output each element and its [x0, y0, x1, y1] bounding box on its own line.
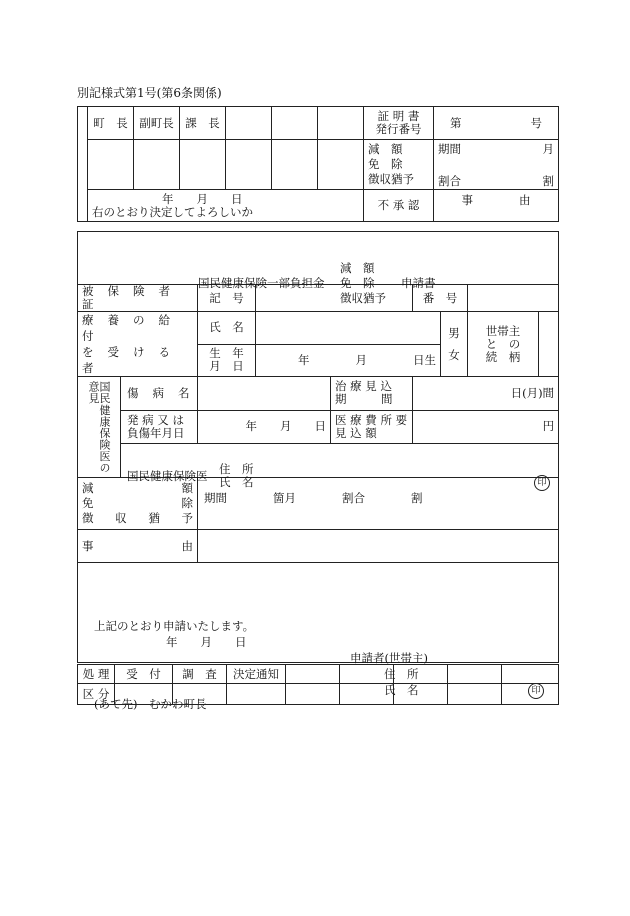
onset-date-label: 発 病 又 は 負傷年月日	[121, 410, 198, 444]
processing-cell[interactable]	[173, 684, 227, 705]
doctor-opinion-label: 国民健康保険医の意見	[78, 377, 121, 478]
symbol-label: 記 号	[198, 285, 256, 312]
processing-header-investigation: 調 査	[173, 665, 227, 684]
doctor-info-row: 国民健康保険医 住 所 氏 名 印	[121, 444, 559, 478]
approval-header-deputy: 副町長	[134, 107, 180, 140]
doctor-seal-icon: 印	[534, 475, 550, 491]
processing-header-decision: 決定通知	[227, 665, 286, 684]
approval-header-blank	[272, 107, 318, 140]
processing-table	[77, 664, 559, 705]
approval-seal-box	[134, 140, 180, 190]
recipient-name-label: 氏 名	[198, 312, 256, 345]
processing-header-received: 受 付	[115, 665, 173, 684]
period-ratio-field[interactable]: 期間 箇月 割合 割	[198, 478, 559, 530]
approval-decision-cell: 年 月 日 右のとおり決定してよろしいか	[88, 190, 364, 222]
disease-field[interactable]	[198, 377, 331, 411]
processing-header-blank	[502, 665, 559, 684]
processing-cell[interactable]	[340, 684, 394, 705]
processing-cell[interactable]	[227, 684, 286, 705]
defer-label: 徴 収 猶 予	[82, 511, 193, 525]
recipient-label: 療 養 の 給 付 を 受 け る 者	[78, 312, 198, 377]
approval-header-chief: 課 長	[180, 107, 226, 140]
approval-table	[77, 106, 559, 222]
processing-header-blank	[394, 665, 448, 684]
approval-header-blank	[318, 107, 364, 140]
applicant-seal-icon: 印	[528, 683, 544, 699]
processing-cell[interactable]	[502, 684, 559, 705]
application-title: 減 額 国民健康保険一部負担金 免 除 申請書 徴収猶予	[78, 232, 559, 285]
processing-header-blank	[286, 665, 340, 684]
insured-card-label: 被 保 険 者 証	[78, 285, 198, 312]
processing-label-2: 区 分	[78, 684, 115, 705]
approval-seal-box	[88, 140, 134, 190]
medical-cost-field[interactable]: 円	[413, 410, 559, 444]
approval-period-ratio: 期間 月 割合 割	[434, 140, 559, 190]
approval-seal-box	[180, 140, 226, 190]
sex-field[interactable]: 男 女	[441, 312, 468, 377]
reason-field[interactable]	[198, 530, 559, 563]
recipient-name-field[interactable]	[256, 312, 441, 345]
treatment-period-label: 治 療 見 込 期 間	[331, 377, 413, 411]
reason-label: 事 由	[78, 530, 198, 563]
number-field[interactable]	[468, 285, 559, 312]
reduction-type-label: 減 額 免 除 徴 収 猶 予	[78, 478, 198, 530]
number-label: 番 号	[413, 285, 468, 312]
approval-header-mayor: 町 長	[88, 107, 134, 140]
birth-field[interactable]: 年 月 日生	[256, 344, 441, 377]
approval-header-blank	[226, 107, 272, 140]
processing-label-1: 処 理	[78, 665, 115, 684]
not-approved-label: 不 承 認	[364, 190, 434, 222]
certificate-number-label: 証 明 書 発行番号	[364, 107, 434, 140]
approval-seal-box	[318, 140, 364, 190]
relation-label: 世帯主 と の 続 柄	[468, 312, 539, 377]
processing-cell[interactable]	[394, 684, 448, 705]
onset-date-field[interactable]: 年 月 日	[198, 410, 331, 444]
approval-seal-box	[226, 140, 272, 190]
treatment-period-field[interactable]: 日(月)間	[413, 377, 559, 411]
approval-seal-box	[272, 140, 318, 190]
medical-cost-label: 医 療 費 所 要 見 込 額	[331, 410, 413, 444]
processing-cell[interactable]	[448, 684, 502, 705]
certificate-number-value: 第 号	[434, 107, 559, 140]
processing-header-blank	[448, 665, 502, 684]
disease-label: 傷 病 名	[121, 377, 198, 411]
form-title: 別記様式第1号(第6条関係)	[77, 86, 222, 100]
approval-type-label: 減 額 免 除 徴収猶予	[364, 140, 434, 190]
not-approved-reason: 事 由	[434, 190, 559, 222]
processing-cell[interactable]	[115, 684, 173, 705]
relation-field[interactable]	[539, 312, 559, 377]
processing-header-blank	[340, 665, 394, 684]
approval-left-margin	[78, 107, 88, 222]
processing-cell[interactable]	[286, 684, 340, 705]
birth-label: 生 年 月 日	[198, 344, 256, 377]
statement-block: 上記のとおり申請いたします。 年 月 日 申請者(世帯主) 住 所 氏 名 印 (あて先) むかわ町長	[78, 563, 559, 663]
